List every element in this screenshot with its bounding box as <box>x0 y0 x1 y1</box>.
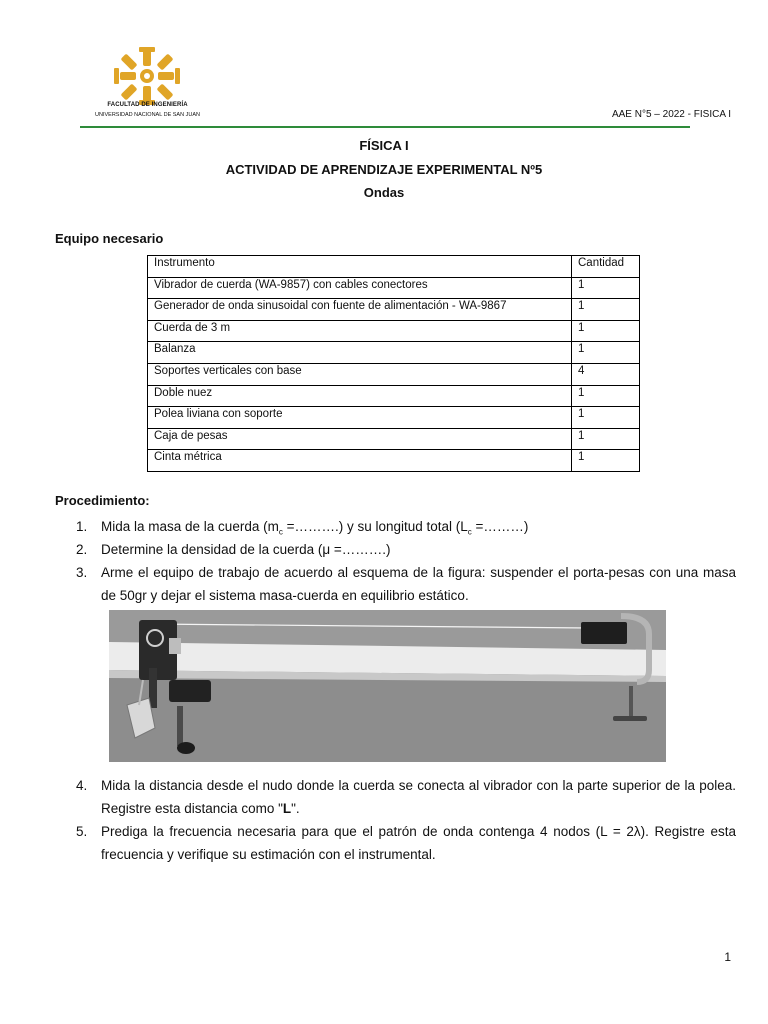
topic-title: Ondas <box>363 185 405 200</box>
table-row <box>148 277 640 299</box>
quantity-cell: 1 <box>572 407 640 429</box>
table-row <box>148 407 640 429</box>
step-number: 5. <box>76 824 88 839</box>
step-number: 1. <box>76 519 88 534</box>
step-text: Determine la densidad de la cuerda (μ =……….) <box>101 542 391 557</box>
quantity-cell: 1 <box>572 320 640 342</box>
table-row <box>148 342 640 364</box>
quantity-cell: 1 <box>572 277 640 299</box>
instrument-cell: Soportes verticales con base <box>148 363 572 385</box>
procedure-heading: Procedimiento: <box>55 493 150 508</box>
step-text: Arme el equipo de trabajo de acuerdo al esquema de la figura: suspender el porta-pesas con una masa de 50gr y dejar el sistema masa-cuerda en equilibrio estático. <box>101 565 736 603</box>
table-header-row <box>148 256 640 278</box>
equipment-table <box>147 255 640 472</box>
quantity-cell: 1 <box>572 450 640 472</box>
university-name: UNIVERSIDAD NACIONAL DE SAN JUAN <box>95 112 200 118</box>
quantity-cell: 1 <box>572 299 640 321</box>
faculty-name: FACULTAD DE INGENIERÍA <box>107 102 188 108</box>
instrument-cell: Cuerda de 3 m <box>148 320 572 342</box>
subject-title: FÍSICA I <box>359 138 409 153</box>
quantity-cell: 1 <box>572 342 640 364</box>
step-text: Prediga la frecuencia necesaria para que el patrón de onda contenga 4 nodos (L = 2λ). Registre esta frecuencia y verifique su estimación con el instrumental. <box>101 824 736 862</box>
step-text: Mida la masa de la cuerda ($m_c$ =……….) y su longitud total ($L_c$ =………) <box>101 519 529 537</box>
quantity-cell: 1 <box>572 428 640 450</box>
step-number: 2. <box>76 542 88 557</box>
university-logo-icon <box>112 46 182 108</box>
instrument-cell: Generador de onda sinusoidal con fuente de alimentación - WA-9867 <box>148 299 572 321</box>
procedure-step-2 <box>76 538 736 561</box>
header-divider <box>80 126 690 128</box>
column-header-quantity: Cantidad <box>572 256 640 278</box>
step-number: 3. <box>76 565 88 580</box>
instrument-cell: Doble nuez <box>148 385 572 407</box>
table-row <box>148 299 640 321</box>
instrument-cell: Vibrador de cuerda (WA-9857) con cables conectores <box>148 277 572 299</box>
procedure-step-3 <box>76 561 736 607</box>
page-number: 1 <box>724 950 731 964</box>
quantity-cell: 4 <box>572 363 640 385</box>
step-number: 4. <box>76 778 88 793</box>
table-row <box>148 385 640 407</box>
instrument-cell: Balanza <box>148 342 572 364</box>
step-text: Mida la distancia desde el nudo donde la cuerda se conecta al vibrador con la parte superior de la polea. Registre esta distancia como "L". <box>101 778 736 816</box>
procedure-step-1 <box>76 515 736 538</box>
table-row <box>148 450 640 472</box>
instrument-cell: Cinta métrica <box>148 450 572 472</box>
activity-title: ACTIVIDAD DE APRENDIZAJE EXPERIMENTAL Nº5 <box>225 162 543 177</box>
instrument-cell: Caja de pesas <box>148 428 572 450</box>
instrument-cell: Polea liviana con soporte <box>148 407 572 429</box>
table-row <box>148 320 640 342</box>
procedure-step-4 <box>76 774 736 820</box>
quantity-cell: 1 <box>572 385 640 407</box>
course-reference: AAE N°5 – 2022 - FISICA I <box>611 109 731 120</box>
table-row <box>148 428 640 450</box>
setup-photo <box>109 610 666 762</box>
table-row <box>148 363 640 385</box>
procedure-step-5 <box>76 820 736 866</box>
column-header-instrument: Instrumento <box>148 256 572 278</box>
equipment-heading: Equipo necesario <box>55 231 164 246</box>
